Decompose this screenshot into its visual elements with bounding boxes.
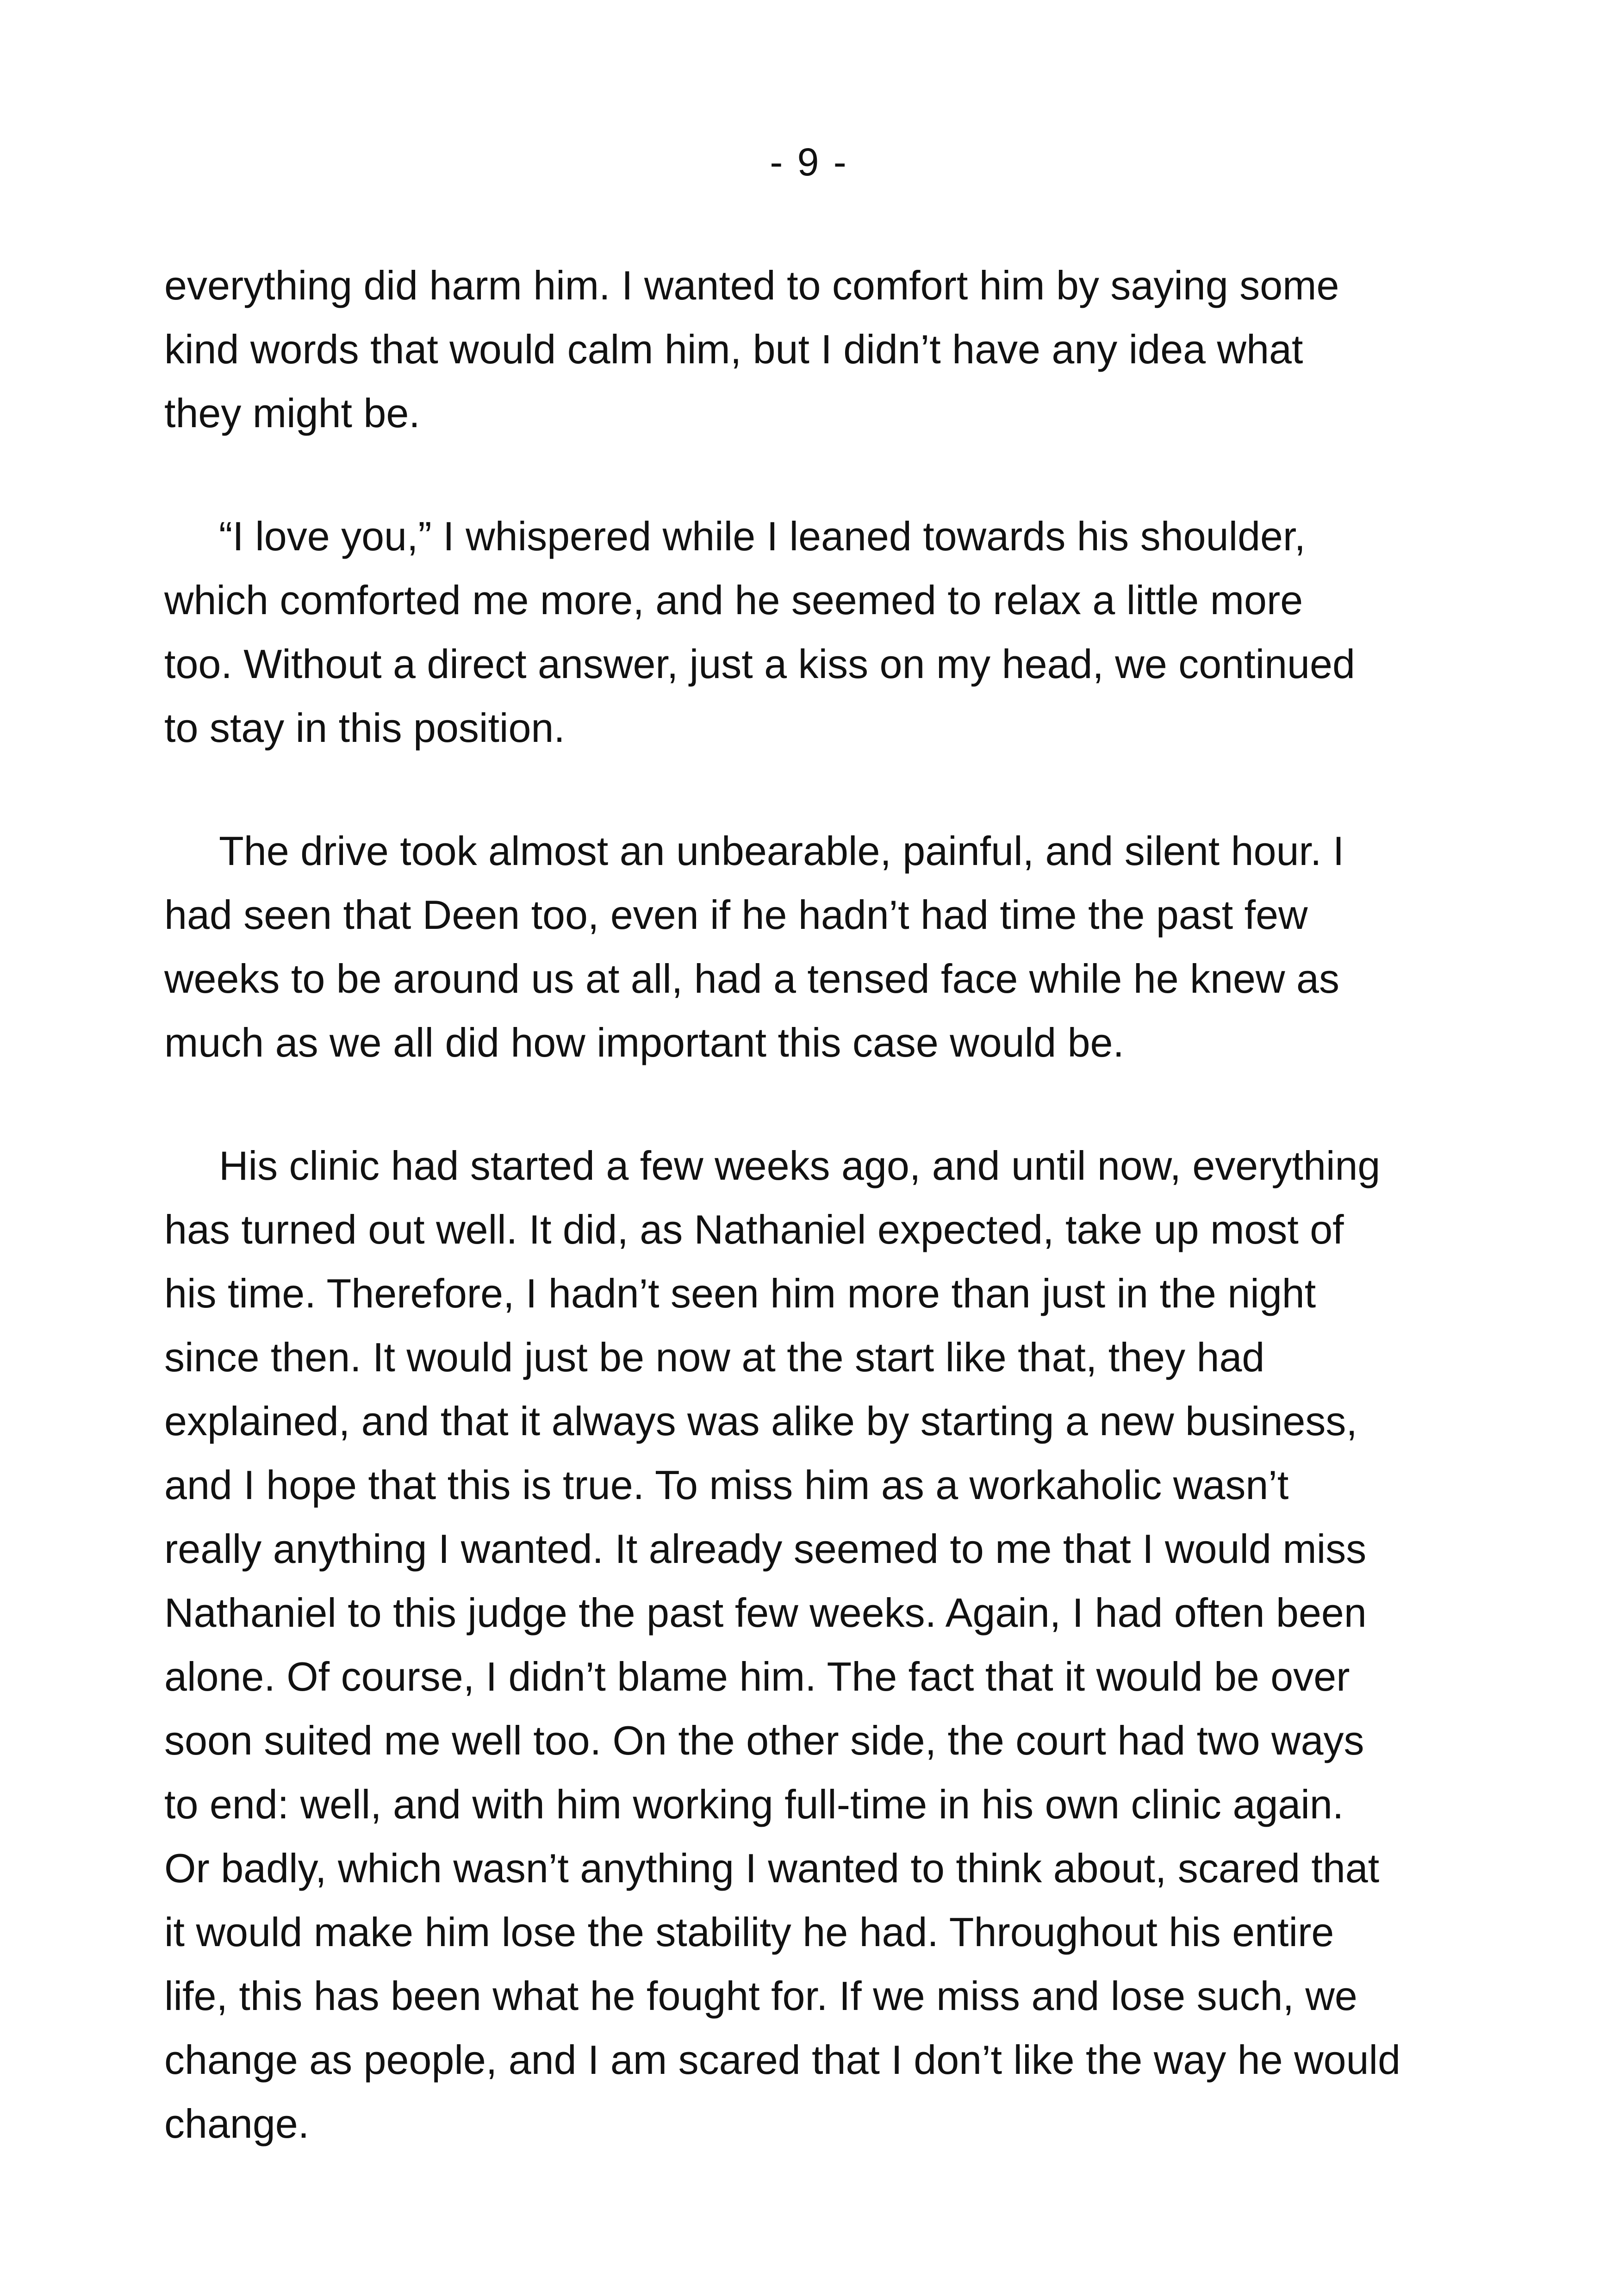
- page-number: - 9 -: [770, 140, 848, 184]
- text-line: His clinic had started a few weeks ago, and until now, everything: [219, 1143, 1381, 1188]
- text-line: and I hope that this is true. To miss him as a workaholic wasn’t: [164, 1462, 1289, 1508]
- text-line: they might be.: [164, 390, 420, 436]
- text-line: “I love you,” I whispered while I leaned towards his shoulder,: [219, 513, 1306, 559]
- text-line: since then. It would just be now at the start like that, they had: [164, 1334, 1265, 1380]
- text-line: his time. Therefore, I hadn’t seen him more than just in the night: [164, 1270, 1316, 1316]
- paragraph: [164, 819, 1479, 1075]
- text-line: weeks to be around us at all, had a tensed face while he knew as: [164, 956, 1339, 1002]
- text-line: to end: well, and with him working full-time in his own clinic again.: [164, 1781, 1344, 1827]
- text-line: explained, and that it always was alike by starting a new business,: [164, 1398, 1357, 1444]
- text-line: Or badly, which wasn’t anything I wanted to think about, scared that: [164, 1845, 1380, 1891]
- text-line: has turned out well. It did, as Nathaniel expected, take up most of: [164, 1207, 1344, 1252]
- text-line: alone. Of course, I didn’t blame him. The fact that it would be over: [164, 1654, 1350, 1699]
- text-line: soon suited me well too. On the other side, the court had two ways: [164, 1717, 1364, 1763]
- text-line: kind words that would calm him, but I didn’t have any idea what: [164, 326, 1303, 372]
- text-line: which comforted me more, and he seemed to relax a little more: [164, 577, 1303, 623]
- paragraph-gap: [164, 445, 1479, 504]
- text-line: Nathaniel to this judge the past few weeks. Again, I had often been: [164, 1590, 1367, 1636]
- text-line: really anything I wanted. It already seemed to me that I would miss: [164, 1526, 1367, 1572]
- text-line: everything did harm him. I wanted to comfort him by saying some: [164, 262, 1339, 308]
- text-line: change as people, and I am scared that I don’t like the way he would: [164, 2037, 1401, 2083]
- paragraph-gap: [164, 1075, 1479, 1134]
- paragraph-gap: [164, 760, 1479, 819]
- text-line: too. Without a direct answer, just a kiss on my head, we continued: [164, 641, 1355, 687]
- paragraph: [164, 504, 1479, 760]
- body-text: [164, 254, 1479, 2156]
- text-line: change.: [164, 2101, 310, 2147]
- text-line: The drive took almost an unbearable, painful, and silent hour. I: [219, 828, 1344, 874]
- paragraph: [164, 1134, 1479, 2156]
- text-line: it would make him lose the stability he had. Throughout his entire: [164, 1909, 1334, 1955]
- text-line: had seen that Deen too, even if he hadn’t had time the past few: [164, 892, 1308, 938]
- text-line: much as we all did how important this case would be.: [164, 1020, 1124, 1065]
- text-line: life, this has been what he fought for. If we miss and lose such, we: [164, 1973, 1357, 2019]
- text-line: to stay in this position.: [164, 705, 565, 751]
- paragraph: [164, 254, 1479, 445]
